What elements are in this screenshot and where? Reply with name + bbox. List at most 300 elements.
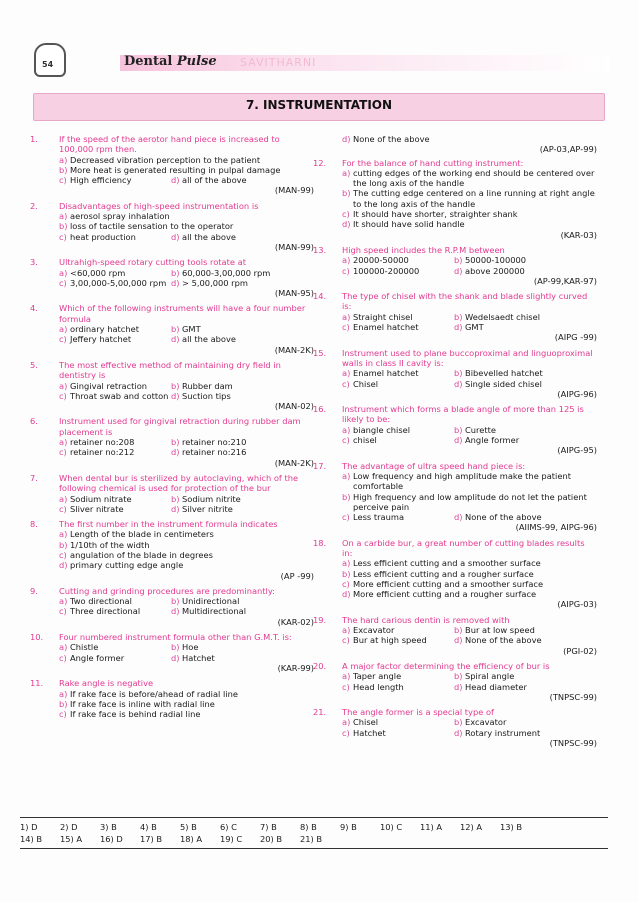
option-text: chisel [353,435,377,446]
option-text: Sodium nitrate [70,493,132,504]
option-cell [171,334,236,344]
option-cell [454,425,496,435]
page-number: 54 [42,60,54,69]
option-cell [342,635,454,645]
option-text: 1/10th of the width [70,539,150,550]
answer-row [20,821,608,833]
option-text: Angle former [70,652,125,663]
question-reference: (MAN-2K) [274,457,314,468]
option-letter: b) [59,698,68,709]
option-letter: c) [342,635,350,646]
answer-item: 21) B [300,834,323,844]
question-reference: (PGI-02) [563,645,597,656]
chapter-title: 7. INSTRUMENTATION [245,98,393,112]
option-row [59,560,314,570]
question-item [313,461,597,533]
option-text: angulation of the blade in degrees [70,549,213,560]
option-row [342,322,597,332]
question-reference: (KAR-03) [560,229,597,240]
option-row [59,324,314,334]
question-number: 4. [30,303,38,314]
option-text: It should have solid handle [353,219,465,230]
option-letter: c) [342,322,350,333]
option-letter: a) [59,267,68,278]
option-row [59,709,314,719]
question-item [313,615,597,656]
option-text: Excavator [353,625,395,636]
option-letter: c) [59,549,67,560]
option-letter: a) [342,255,351,266]
question-item [30,257,314,298]
option-cell [454,671,514,681]
option-letter: d) [171,503,180,514]
option-letter: a) [342,671,351,682]
option-cell [171,437,246,447]
question-text: If the speed of the aerotor hand piece is increased to 100,000 rpm then. [59,134,280,155]
question-reference: (KAR-99) [277,662,314,673]
question-item [313,348,597,399]
option-text: 100000-200000 [353,265,420,276]
option-letter: b) [59,539,68,550]
option-letter: c) [59,277,67,288]
option-cell [59,447,171,457]
option-row [342,625,597,635]
option-letter: a) [342,167,351,178]
option-text: Angle former [465,435,520,446]
option-text: biangle chisel [353,424,411,435]
option-letter: c) [59,709,67,720]
option-row [342,569,597,579]
question-number: 12. [313,157,327,168]
option-cell [59,653,171,663]
option-text: Silver nitrite [182,503,233,514]
option-letter: c) [59,334,67,345]
answer-key [20,817,608,849]
option-row [59,606,314,616]
option-row [59,653,314,663]
option-text: None of the above [465,512,542,523]
option-letter: c) [342,435,350,446]
option-cell [59,175,171,185]
option-letter: a) [59,324,68,335]
question-text: The advantage of ultra speed hand piece is: [342,460,526,471]
option-text: Suction tips [182,390,231,401]
option-cell [342,682,454,692]
option-row [342,266,597,276]
option-text: Throat swab and cotton [70,390,169,401]
question-text: Four numbered instrument formula other than G.M.T. is: [59,632,292,643]
option-text: retainer no:212 [70,447,135,458]
option-letter: c) [342,578,350,589]
question-number: 18. [313,537,327,548]
option-text: Bibevelled hatchet [465,368,543,379]
option-cell [454,266,525,276]
option-row [59,550,314,560]
answer-item: 19) C [220,834,243,844]
question-item [30,201,314,252]
option-letter: b) [342,188,351,199]
option-text: Excavator [465,717,507,728]
option-cell [171,175,247,185]
question-item [30,586,314,627]
option-text: Chisel [353,378,379,389]
option-row [342,368,597,378]
option-cell [454,682,527,692]
answer-item: 11) A [420,822,443,832]
option-letter: b) [454,717,463,728]
question-number: 5. [30,359,38,370]
option-row [59,221,314,231]
option-cell [59,268,171,278]
option-letter: d) [454,322,463,333]
option-text: ordinary hatchet [70,324,139,335]
question-reference: (AIPG-96) [557,388,597,399]
option-letter: b) [454,311,463,322]
option-cell [342,266,454,276]
option-letter: c) [59,606,67,617]
option-text: retainer no:216 [182,447,247,458]
option-letter: d) [59,560,68,571]
answer-item: 8) B [300,822,317,832]
option-row [342,512,597,522]
option-text: Bur at low speed [465,625,535,636]
question-reference: (TNPSC-99) [549,738,597,749]
option-letter: d) [342,219,351,230]
option-cell [342,379,454,389]
option-letter: c) [59,175,67,186]
option-row [342,435,597,445]
option-text: Rotary instrument [465,727,541,738]
option-row [342,379,597,389]
answer-item: 12) A [460,822,483,832]
question-reference: (AIPG-03) [557,599,597,610]
question-reference: (MAN-99) [274,185,314,196]
option-text: High frequency and low amplitude do not let the patient perceive pain [353,491,587,512]
option-text: 20000-50000 [353,255,409,266]
option-row [342,579,597,589]
option-letter: c) [342,681,350,692]
option-letter: c) [59,652,67,663]
option-cell [342,435,454,445]
option-cell [454,368,543,378]
option-row [342,168,597,189]
option-letter: a) [59,380,68,391]
option-text: Low frequency and high amplitude make the patient comfortable [353,470,571,492]
question-text: On a carbide bur, a great number of cutting blades results in: [342,537,585,558]
option-row [59,211,314,221]
option-text: Gingival retraction [70,380,148,391]
question-item [313,404,597,455]
option-cell [454,435,519,445]
option-text: The cutting edge centered on a line running at right angle to the long axis of the handle [353,188,595,209]
option-cell [454,625,535,635]
question-number: 14. [313,291,327,302]
option-letter: c) [342,727,350,738]
option-row [59,381,314,391]
option-row [59,494,314,504]
option-text: Hoe [182,642,199,653]
option-cell [454,512,542,522]
question-number: 17. [313,460,327,471]
option-cell [454,379,542,389]
option-row [59,689,314,699]
question-text: A major factor determining the efficiency of bur is [342,660,550,671]
question-reference: (KAR-02) [277,616,314,627]
option-letter: b) [342,491,351,502]
option-letter: a) [342,424,351,435]
option-cell [171,381,233,391]
option-letter: b) [59,221,68,232]
question-item [30,134,314,196]
option-letter: a) [342,558,351,569]
question-text: The hard carious dentin is removed with [342,614,510,625]
question-item [30,519,314,581]
option-cell [342,312,454,322]
question-reference: (AIPG -99) [554,332,597,343]
option-row [59,504,314,514]
question-text: The first number in the instrument formula indicates [59,519,278,530]
option-letter: c) [342,265,350,276]
option-letter: d) [171,652,180,663]
option-row [342,558,597,568]
option-letter: d) [171,447,180,458]
option-text: aerosol spray inhalation [70,211,170,222]
option-letter: b) [171,380,180,391]
option-cell [59,504,171,514]
question-text: Disadvantages of high-speed instrumentation is [59,200,259,211]
option-cell [342,425,454,435]
question-text: The type of chisel with the shank and blade slightly curved is: [342,291,588,312]
option-letter: d) [454,512,463,523]
question-item [313,291,597,342]
question-text: When dental bur is sterilized by autoclaving, which of the following chemical is used for protection of the bur [59,472,299,494]
question-number: 11. [30,678,44,689]
option-letter: b) [171,324,180,335]
option-text: Straight chisel [353,311,413,322]
option-cell [59,437,171,447]
question-number: 10. [30,632,44,643]
option-row [59,447,314,457]
option-row [342,219,597,229]
option-text: <60,000 rpm [70,267,126,278]
option-cell [454,322,484,332]
question-reference: (AP-03,AP-99) [539,144,597,155]
option-text: Rubber dam [182,380,233,391]
option-letter: c) [59,447,67,458]
answer-item: 15) A [60,834,83,844]
option-letter: a) [342,625,351,636]
option-letter: b) [454,424,463,435]
option-cell [59,381,171,391]
option-letter: a) [59,688,68,699]
option-row [342,255,597,265]
option-text: cutting edges of the working end should be centered over the long axis of the handle [353,167,595,189]
option-cell [59,494,171,504]
option-cell [454,255,526,265]
option-text: retainer no:208 [70,437,135,448]
answer-item: 9) B [340,822,357,832]
question-text: The most effective method of maintaining dry field in dentistry is [59,359,281,381]
option-cell [171,494,241,504]
question-number: 16. [313,404,327,415]
option-text: Less efficient cutting and a rougher surface [353,568,534,579]
option-text: It should have shorter, straighter shank [353,209,518,220]
option-text: More heat is generated resulting in pulpal damage [70,164,281,175]
option-text: Chistle [70,642,99,653]
option-row [59,175,314,185]
option-text: retainer no:210 [182,437,247,448]
option-cell [171,653,215,663]
option-letter: b) [171,493,180,504]
option-cell [171,268,270,278]
question-text: Ultrahigh-speed rotary cutting tools rotate at [59,257,246,268]
option-letter: c) [342,512,350,523]
option-cell [59,606,171,616]
option-text: Hatchet [182,652,215,663]
question-number: 1. [30,134,38,144]
question-item [30,632,314,673]
option-text: GMT [182,324,201,335]
option-text: Length of the blade in centimeters [70,529,214,540]
option-letter: d) [454,727,463,738]
question-item [313,707,597,748]
question-number: 2. [30,200,38,211]
question-item [313,538,597,610]
option-text: Head diameter [465,681,527,692]
question-number: 3. [30,257,38,268]
option-row [342,728,597,738]
option-text: Less efficient cutting and a smoother surface [353,558,541,569]
option-cell [59,334,171,344]
option-row [342,209,597,219]
question-number: 20. [313,660,327,671]
option-letter: b) [59,164,68,175]
option-text: Two directional [70,596,132,607]
option-text: Curette [465,424,496,435]
option-cell [59,642,171,652]
ghost-watermark: SAVITHARNI [240,56,317,69]
option-row [342,682,597,692]
option-row [59,437,314,447]
question-text: Instrument which forms a blade angle of more than 125 is likely to be: [342,404,584,425]
option-cell [171,642,198,652]
question-text: Rake angle is negative [59,678,154,689]
answer-item: 10) C [380,822,403,832]
question-reference: (MAN-95) [274,288,314,299]
option-cell [454,728,540,738]
question-reference: (AP-99,KAR-97) [533,275,597,286]
option-text: 3,00,000-5,00,000 rpm [70,277,167,288]
answer-item: 16) D [100,834,123,844]
option-row [59,334,314,344]
option-text: None of the above [465,635,542,646]
question-number: 13. [313,244,327,255]
question-number: 19. [313,614,327,625]
option-letter: d) [454,378,463,389]
option-letter: d) [171,390,180,401]
option-letter: d) [171,334,180,345]
option-cell [454,717,506,727]
question-text: The angle former is a special type of [342,707,494,718]
question-item [313,661,597,702]
option-cell [342,625,454,635]
option-row [59,699,314,709]
option-cell [59,232,171,242]
question-reference: (AIPG-95) [557,445,597,456]
question-text: Instrument used to plane buccoproximal and linguoproximal walls in class II cavity is: [342,347,593,368]
option-cell [454,635,542,645]
option-row [59,596,314,606]
option-row [342,635,597,645]
option-letter: b) [171,642,180,653]
option-cell [171,447,246,457]
option-letter: a) [59,529,68,540]
option-letter: a) [59,493,68,504]
option-text: If rake face is inline with radial line [70,698,215,709]
answer-item: 18) A [180,834,203,844]
question-text: Which of the following instruments will have a four number formula [59,303,306,324]
answer-item: 2) D [60,822,78,832]
option-letter: a) [59,211,68,222]
option-text: Single sided chisel [465,378,542,389]
answer-item: 13) B [500,822,523,832]
option-text: Jeffery hatchet [70,334,132,345]
option-cell [171,324,201,334]
option-letter: d) [171,175,180,186]
option-letter: b) [454,368,463,379]
answer-item: 1) D [20,822,38,832]
option-cell [454,312,540,322]
option-cell [59,596,171,606]
question-item [313,245,597,286]
answer-row [20,833,608,845]
option-letter: b) [454,255,463,266]
option-letter: d) [454,265,463,276]
answer-item: 17) B [140,834,163,844]
option-text: Wedelsaedt chisel [465,311,541,322]
answer-item: 7) B [260,822,277,832]
option-row [59,642,314,652]
option-letter: b) [171,437,180,448]
option-letter: a) [59,596,68,607]
option-row [59,540,314,550]
option-letter: b) [454,625,463,636]
option-row [342,717,597,727]
question-item [30,678,314,719]
page-header [28,43,610,77]
option-text: Less trauma [353,512,405,523]
option-text: Unidirectional [182,596,240,607]
question-number: 9. [30,585,38,596]
question-item [30,360,314,411]
option-letter: a) [59,437,68,448]
question-item [30,416,314,467]
option-cell [342,512,454,522]
option-text: Enamel hatchet [353,368,419,379]
option-letter: a) [342,717,351,728]
option-letter: c) [59,231,67,242]
option-text: > 5,00,000 rpm [182,277,248,288]
option-row [342,425,597,435]
option-text: loss of tactile sensation to the operator [70,221,234,232]
option-text: Taper angle [353,671,402,682]
answer-item: 6) C [220,822,237,832]
option-row [342,312,597,322]
option-text: 60,000-3,00,000 rpm [182,267,271,278]
option-letter: d) [454,681,463,692]
question-reference: (AIIMS-99, AIPG-96) [515,522,597,533]
option-cell [171,596,239,606]
